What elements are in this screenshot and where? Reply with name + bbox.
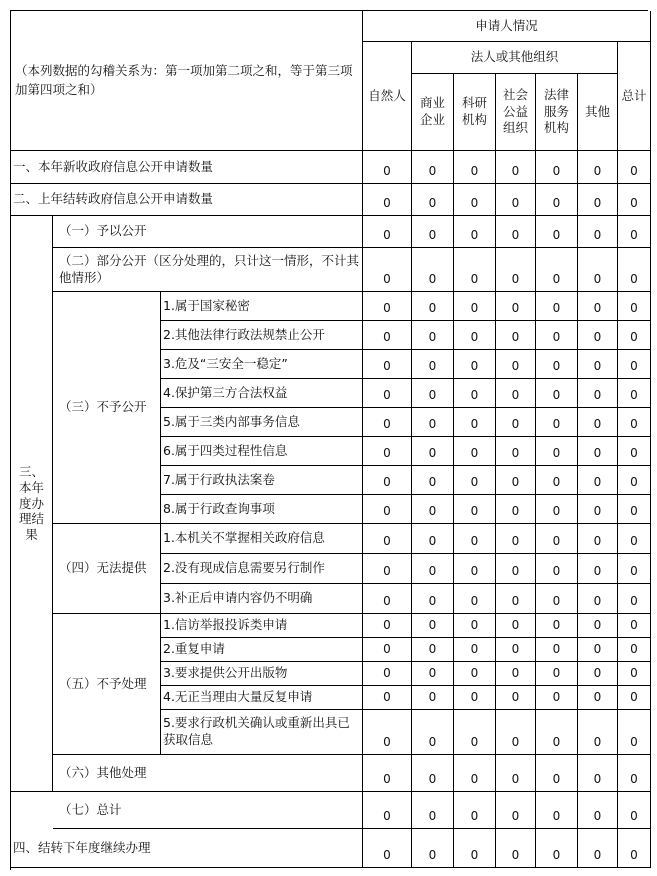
value-cell-legal-service: 0: [536, 524, 578, 554]
value-cell-total: 0: [618, 292, 651, 321]
value-cell-legal-service: 0: [536, 662, 578, 686]
value-cell-commercial: 0: [412, 829, 454, 868]
table-note: （本列数据的勾稽关系为：第一项加第二项之和，等于第三项加第四项之和）: [11, 11, 363, 151]
value-cell-research: 0: [454, 292, 496, 321]
value-cell-other: 0: [578, 321, 618, 350]
value-cell-other: 0: [578, 614, 618, 638]
value-cell-research: 0: [454, 408, 496, 437]
value-cell-commercial: 0: [412, 554, 454, 584]
row-label-new-requests: 一、本年新收政府信息公开申请数量: [11, 151, 363, 184]
value-cell-research: 0: [454, 437, 496, 466]
value-cell-research: 0: [454, 350, 496, 379]
value-cell-legal-service: 0: [536, 408, 578, 437]
value-cell-total: 0: [618, 216, 651, 248]
value-cell-research: 0: [454, 321, 496, 350]
sub-label: 3.危及“三安全一稳定”: [161, 350, 363, 379]
value-cell-social: 0: [496, 184, 536, 216]
value-cell-other: 0: [578, 184, 618, 216]
value-cell-natural-person: 0: [363, 408, 412, 437]
value-cell-commercial: 0: [412, 151, 454, 184]
value-cell-total: 0: [618, 437, 651, 466]
value-cell-total: 0: [618, 524, 651, 554]
value-cell-social: 0: [496, 248, 536, 292]
value-cell-other: 0: [578, 437, 618, 466]
value-cell-legal-service: 0: [536, 792, 578, 829]
info-disclosure-table: [10, 10, 648, 870]
value-cell-legal-service: 0: [536, 554, 578, 584]
value-cell-natural-person: 0: [363, 321, 412, 350]
value-cell-other: 0: [578, 350, 618, 379]
value-cell-natural-person: 0: [363, 638, 412, 662]
value-cell-total: 0: [618, 184, 651, 216]
value-cell-social: 0: [496, 495, 536, 524]
value-cell-natural-person: 0: [363, 151, 412, 184]
value-cell-commercial: 0: [412, 466, 454, 495]
value-cell-commercial: 0: [412, 662, 454, 686]
value-cell-legal-service: 0: [536, 151, 578, 184]
value-cell-social: 0: [496, 466, 536, 495]
value-cell-total: 0: [618, 638, 651, 662]
value-cell-other: 0: [578, 524, 618, 554]
sub-label: 2.重复申请: [161, 638, 363, 662]
value-cell-total: 0: [618, 321, 651, 350]
value-cell-total: 0: [618, 792, 651, 829]
value-cell-legal-service: 0: [536, 614, 578, 638]
value-cell-social: 0: [496, 554, 536, 584]
value-cell-commercial: 0: [412, 184, 454, 216]
row-label-other-processing: （六）其他处理: [53, 755, 363, 792]
value-cell-legal-service: 0: [536, 437, 578, 466]
value-cell-social: 0: [496, 584, 536, 614]
row-label-subtotal: （七）总计: [53, 792, 363, 829]
applicant-header: 申请人情况: [363, 11, 651, 42]
sub-label: 4.保护第三方合法权益: [161, 379, 363, 408]
value-cell-commercial: 0: [412, 710, 454, 755]
row-label-carried-over: 二、上年结转政府信息公开申请数量: [11, 184, 363, 216]
value-cell-research: 0: [454, 216, 496, 248]
value-cell-research: 0: [454, 662, 496, 686]
value-cell-natural-person: 0: [363, 792, 412, 829]
value-cell-commercial: 0: [412, 638, 454, 662]
value-cell-natural-person: 0: [363, 829, 412, 868]
value-cell-natural-person: 0: [363, 524, 412, 554]
value-cell-legal-service: 0: [536, 350, 578, 379]
value-cell-commercial: 0: [412, 524, 454, 554]
value-cell-total: 0: [618, 554, 651, 584]
sub-label: 5.属于三类内部事务信息: [161, 408, 363, 437]
value-cell-total: 0: [618, 408, 651, 437]
value-cell-research: 0: [454, 151, 496, 184]
value-cell-natural-person: 0: [363, 248, 412, 292]
value-cell-social: 0: [496, 662, 536, 686]
value-cell-social: 0: [496, 408, 536, 437]
value-cell-research: 0: [454, 584, 496, 614]
value-cell-legal-service: 0: [536, 495, 578, 524]
value-cell-natural-person: 0: [363, 466, 412, 495]
value-cell-total: 0: [618, 584, 651, 614]
sub-label: 1.属于国家秘密: [161, 292, 363, 321]
value-cell-natural-person: 0: [363, 662, 412, 686]
value-cell-legal-service: 0: [536, 638, 578, 662]
sub-label: 2.没有现成信息需要另行制作: [161, 554, 363, 584]
value-cell-legal-service: 0: [536, 292, 578, 321]
legal-org-header: 法人或其他组织: [412, 42, 618, 74]
sub-label: 6.属于四类过程性信息: [161, 437, 363, 466]
value-cell-commercial: 0: [412, 408, 454, 437]
value-cell-natural-person: 0: [363, 686, 412, 710]
value-cell-total: 0: [618, 466, 651, 495]
value-cell-other: 0: [578, 292, 618, 321]
row-label-partial: （二）部分公开（区分处理的，只计这一情形，不计其他情形）: [53, 248, 363, 292]
value-cell-research: 0: [454, 686, 496, 710]
value-cell-legal-service: 0: [536, 321, 578, 350]
commercial-header: 商业企业: [412, 74, 454, 151]
value-cell-commercial: 0: [412, 437, 454, 466]
sub-label: 5.要求行政机关确认或重新出具已获取信息: [161, 710, 363, 755]
value-cell-legal-service: 0: [536, 584, 578, 614]
legal-service-header: 法律服务机构: [536, 74, 578, 151]
value-cell-other: 0: [578, 584, 618, 614]
value-cell-social: 0: [496, 350, 536, 379]
value-cell-commercial: 0: [412, 584, 454, 614]
value-cell-commercial: 0: [412, 321, 454, 350]
value-cell-social: 0: [496, 755, 536, 792]
value-cell-social: 0: [496, 829, 536, 868]
value-cell-social: 0: [496, 710, 536, 755]
value-cell-legal-service: 0: [536, 216, 578, 248]
value-cell-other: 0: [578, 710, 618, 755]
value-cell-research: 0: [454, 638, 496, 662]
sub-label: 3.要求提供公开出版物: [161, 662, 363, 686]
value-cell-other: 0: [578, 495, 618, 524]
value-cell-commercial: 0: [412, 614, 454, 638]
sub-label: 1.信访举报投诉类申请: [161, 614, 363, 638]
value-cell-total: 0: [618, 686, 651, 710]
sub-label: 7.属于行政执法案卷: [161, 466, 363, 495]
value-cell-commercial: 0: [412, 495, 454, 524]
value-cell-research: 0: [454, 495, 496, 524]
value-cell-total: 0: [618, 662, 651, 686]
social-header: 社会公益组织: [496, 74, 536, 151]
value-cell-social: 0: [496, 614, 536, 638]
sub-label: 2.其他法律行政法规禁止公开: [161, 321, 363, 350]
value-cell-social: 0: [496, 686, 536, 710]
value-cell-research: 0: [454, 755, 496, 792]
value-cell-other: 0: [578, 662, 618, 686]
value-cell-natural-person: 0: [363, 379, 412, 408]
value-cell-natural-person: 0: [363, 437, 412, 466]
value-cell-total: 0: [618, 614, 651, 638]
value-cell-research: 0: [454, 554, 496, 584]
research-header: 科研机构: [454, 74, 496, 151]
value-cell-commercial: 0: [412, 379, 454, 408]
value-cell-commercial: 0: [412, 216, 454, 248]
sub-label: 4.无正当理由大量反复申请: [161, 686, 363, 710]
value-cell-social: 0: [496, 151, 536, 184]
value-cell-research: 0: [454, 710, 496, 755]
group-label-unable: （四）无法提供: [53, 524, 161, 614]
other-header: 其他: [578, 74, 618, 151]
total-header: 总计: [618, 42, 651, 151]
value-cell-natural-person: 0: [363, 614, 412, 638]
value-cell-legal-service: 0: [536, 184, 578, 216]
value-cell-total: 0: [618, 350, 651, 379]
value-cell-social: 0: [496, 321, 536, 350]
value-cell-legal-service: 0: [536, 379, 578, 408]
row-label-disclosed: （一）予以公开: [53, 216, 363, 248]
value-cell-research: 0: [454, 248, 496, 292]
value-cell-total: 0: [618, 248, 651, 292]
value-cell-commercial: 0: [412, 350, 454, 379]
value-cell-natural-person: 0: [363, 710, 412, 755]
value-cell-total: 0: [618, 495, 651, 524]
sub-label: 3.补正后申请内容仍不明确: [161, 584, 363, 614]
group-label-not-disclosed: （三）不予公开: [53, 292, 161, 524]
value-cell-total: 0: [618, 755, 651, 792]
value-cell-legal-service: 0: [536, 829, 578, 868]
natural-person-header: 自然人: [363, 42, 412, 151]
value-cell-social: 0: [496, 379, 536, 408]
value-cell-total: 0: [618, 829, 651, 868]
value-cell-social: 0: [496, 292, 536, 321]
value-cell-commercial: 0: [412, 292, 454, 321]
value-cell-research: 0: [454, 184, 496, 216]
value-cell-research: 0: [454, 792, 496, 829]
value-cell-other: 0: [578, 408, 618, 437]
value-cell-other: 0: [578, 554, 618, 584]
value-cell-total: 0: [618, 151, 651, 184]
value-cell-other: 0: [578, 792, 618, 829]
value-cell-social: 0: [496, 437, 536, 466]
value-cell-research: 0: [454, 466, 496, 495]
value-cell-natural-person: 0: [363, 350, 412, 379]
sub-label: 8.属于行政查询事项: [161, 495, 363, 524]
value-cell-natural-person: 0: [363, 755, 412, 792]
value-cell-other: 0: [578, 755, 618, 792]
value-cell-other: 0: [578, 466, 618, 495]
value-cell-research: 0: [454, 614, 496, 638]
value-cell-total: 0: [618, 379, 651, 408]
section-label-results: 三、本年度办理结果: [11, 216, 53, 792]
value-cell-other: 0: [578, 151, 618, 184]
value-cell-other: 0: [578, 248, 618, 292]
value-cell-other: 0: [578, 638, 618, 662]
value-cell-commercial: 0: [412, 792, 454, 829]
value-cell-legal-service: 0: [536, 686, 578, 710]
value-cell-other: 0: [578, 379, 618, 408]
value-cell-research: 0: [454, 524, 496, 554]
value-cell-total: 0: [618, 710, 651, 755]
row-label-next-year: 四、结转下年度继续办理: [11, 829, 363, 868]
value-cell-legal-service: 0: [536, 248, 578, 292]
value-cell-natural-person: 0: [363, 184, 412, 216]
value-cell-commercial: 0: [412, 686, 454, 710]
value-cell-natural-person: 0: [363, 216, 412, 248]
value-cell-natural-person: 0: [363, 554, 412, 584]
value-cell-other: 0: [578, 829, 618, 868]
value-cell-research: 0: [454, 829, 496, 868]
value-cell-legal-service: 0: [536, 466, 578, 495]
value-cell-commercial: 0: [412, 248, 454, 292]
value-cell-natural-person: 0: [363, 584, 412, 614]
value-cell-commercial: 0: [412, 755, 454, 792]
value-cell-other: 0: [578, 216, 618, 248]
value-cell-social: 0: [496, 638, 536, 662]
value-cell-natural-person: 0: [363, 495, 412, 524]
sub-label: 1.本机关不掌握相关政府信息: [161, 524, 363, 554]
value-cell-social: 0: [496, 792, 536, 829]
value-cell-social: 0: [496, 216, 536, 248]
value-cell-legal-service: 0: [536, 710, 578, 755]
value-cell-legal-service: 0: [536, 755, 578, 792]
group-label-not-processed: （五）不予处理: [53, 614, 161, 755]
value-cell-social: 0: [496, 524, 536, 554]
value-cell-research: 0: [454, 379, 496, 408]
value-cell-other: 0: [578, 686, 618, 710]
value-cell-natural-person: 0: [363, 292, 412, 321]
